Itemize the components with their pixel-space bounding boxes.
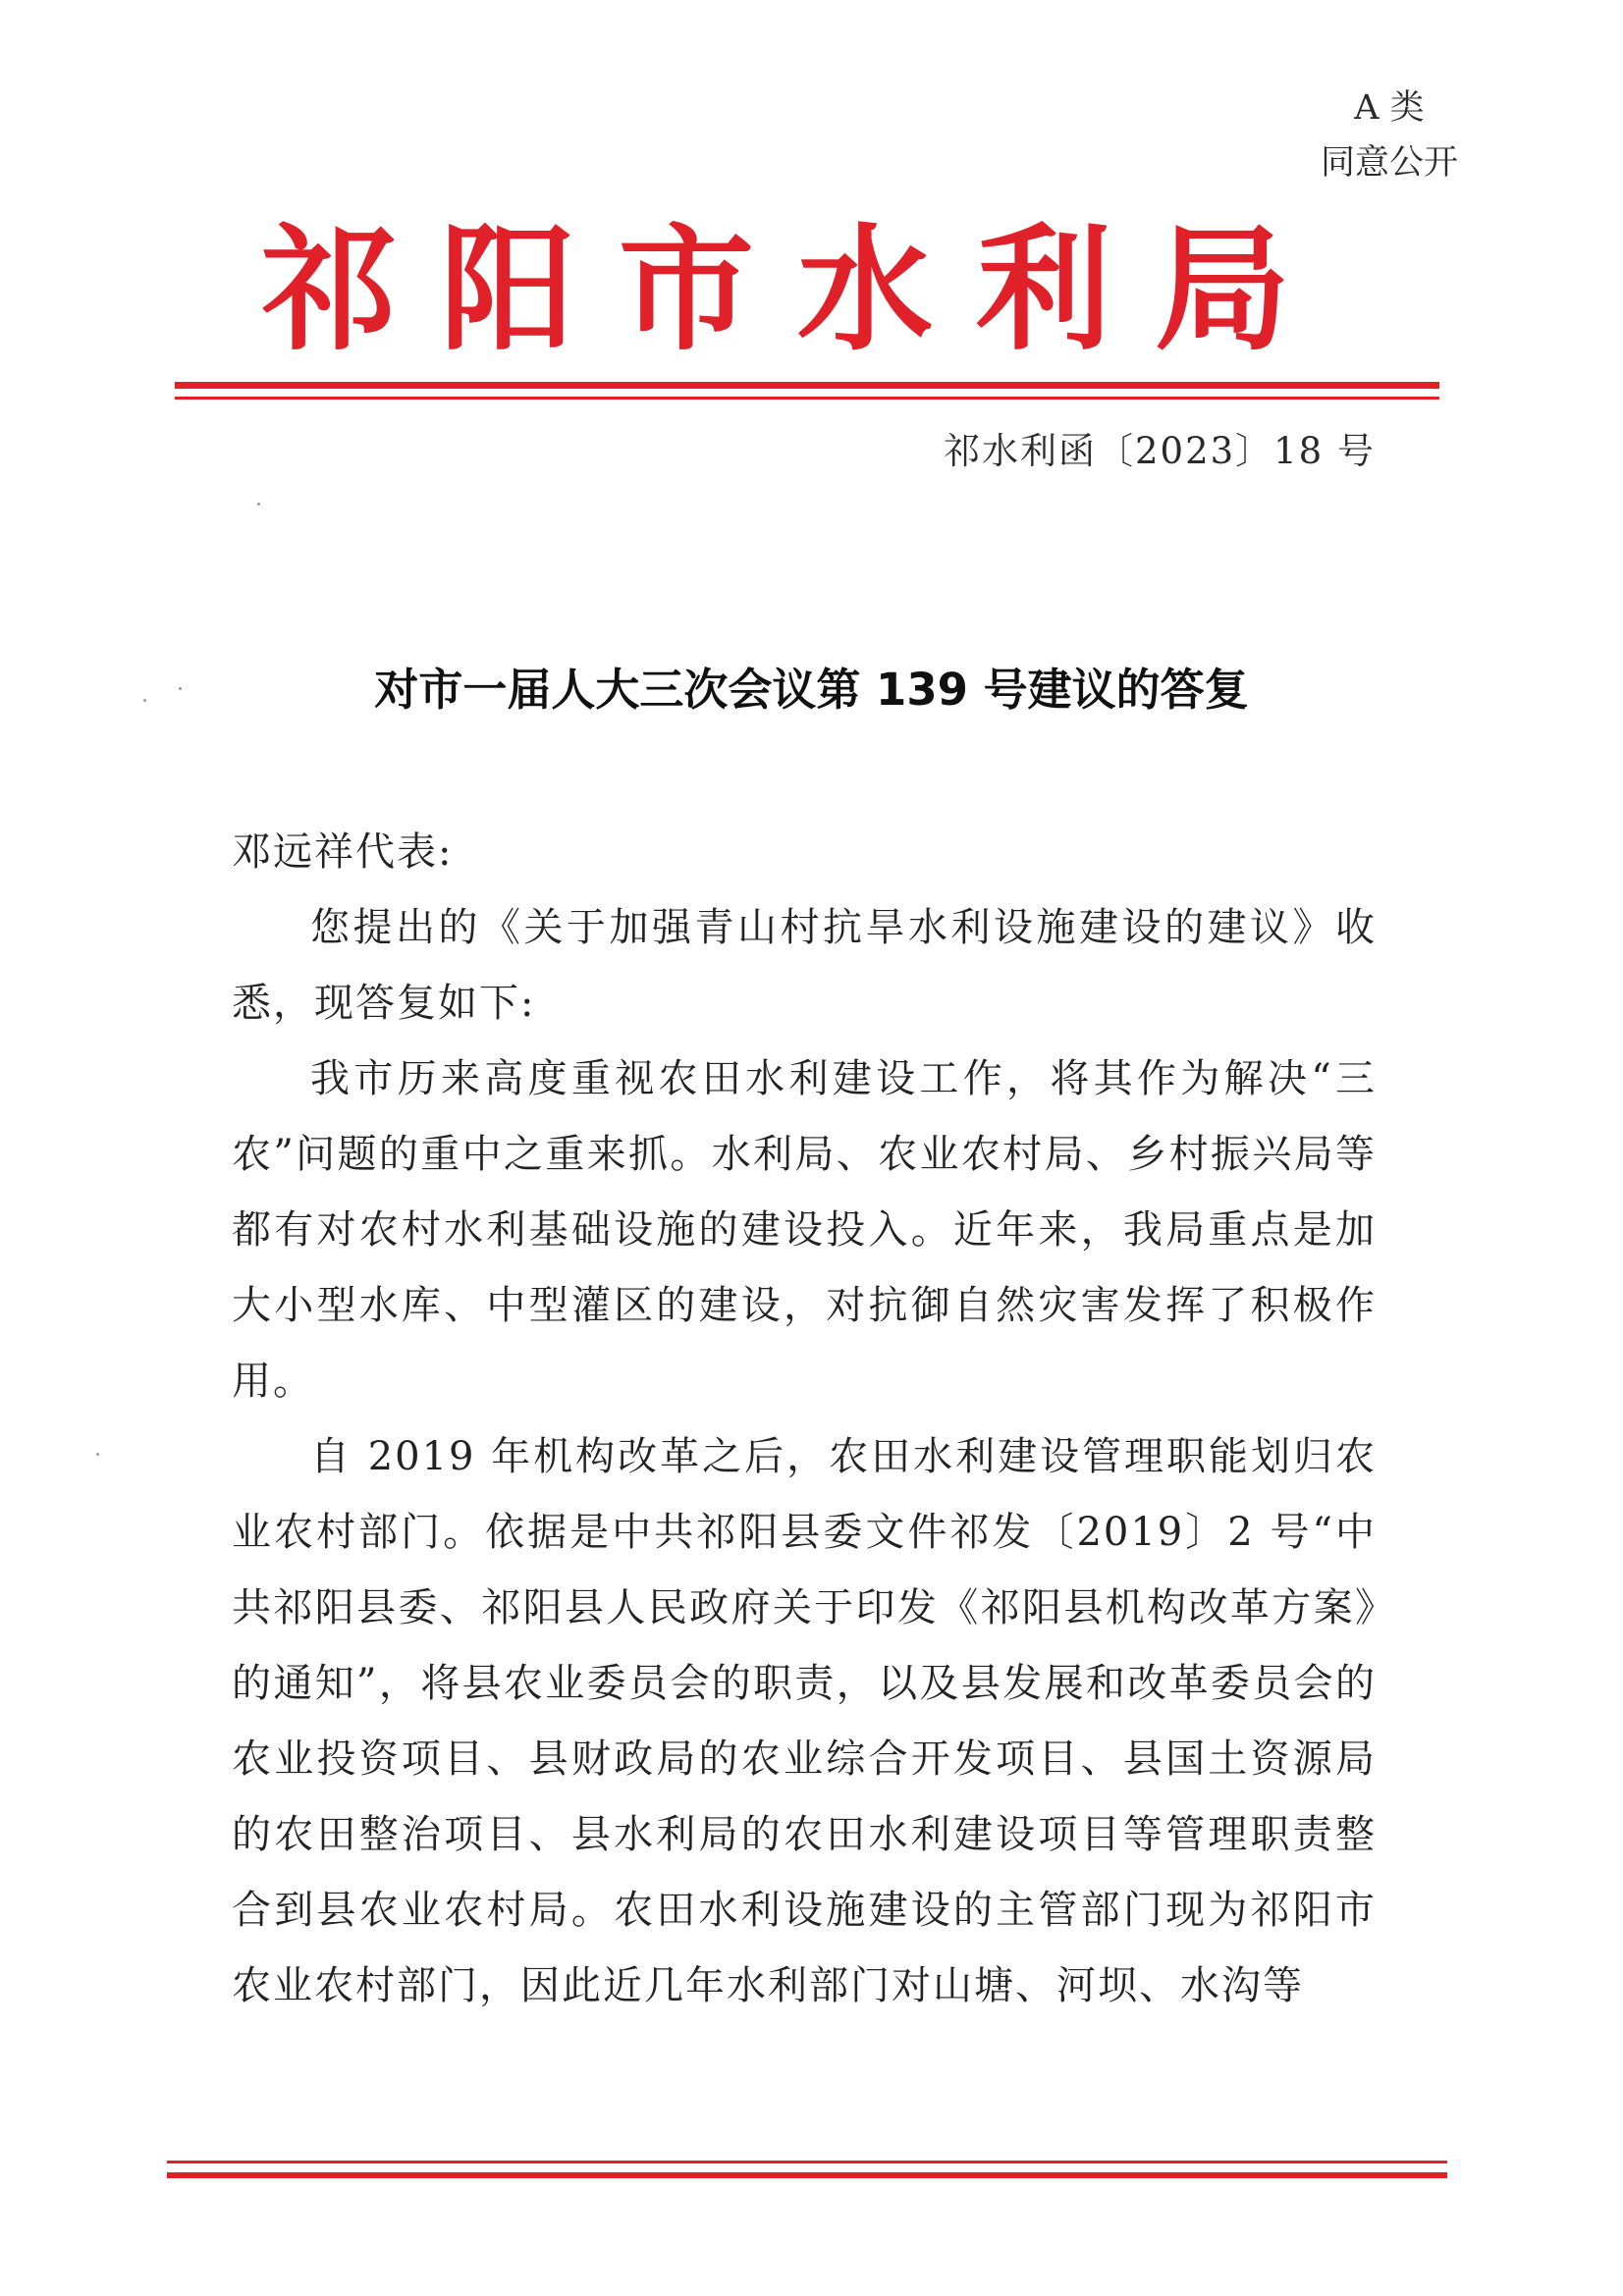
scan-speck — [179, 687, 182, 690]
body-paragraph: 我市历来高度重视农田水利建设工作，将其作为解决“三农”问题的重中之重来抓。水利局、农业农村局、乡村振兴局等都有对农村水利基础设施的建设投入。近年来，我局重点是加大小型水库、中型灌区的建设，对抗御自然灾害发挥了积极作用。 — [232, 1056, 1377, 1404]
footer-red-rule-thin — [167, 2161, 1447, 2163]
classification-category: A 类 — [1354, 88, 1425, 128]
salutation: 邓远祥代表: — [232, 829, 454, 875]
masthead-org-name: 祁阳市水利局 — [260, 209, 1333, 369]
masthead-red-rule-thin — [175, 397, 1439, 400]
classification-disclosure: 同意公开 — [1320, 143, 1458, 183]
classification-block — [1321, 80, 1458, 190]
scan-speck — [96, 1453, 99, 1456]
document-title: 对市一届人大三次会议第 139 号建议的答复 — [374, 664, 1249, 716]
scan-speck — [257, 503, 260, 506]
footer-red-rule-thick — [167, 2172, 1447, 2178]
masthead-red-rule-thick — [175, 382, 1439, 389]
body-paragraph: 您提出的《关于加强青山村抗旱水利设施建设的建议》收悉，现答复如下: — [232, 905, 1377, 1026]
document-number: 祁水利函〔2023〕18 号 — [943, 430, 1376, 472]
scan-speck — [143, 699, 146, 702]
document-body — [232, 815, 1377, 2024]
body-paragraph: 自 2019 年机构改革之后，农田水利建设管理职能划归农业农村部门。依据是中共祁阳县委文件祁发〔2019〕2 号“中共祁阳县委、祁阳县人民政府关于印发《祁阳县机构改革方案》的通知”，将县农业委员会的职责，以及县发展和改革委员会的农业投资项目、县财政局的农业综合开发项目、县国土资源局的农田整治项目、县水利局的农田水利建设项目等管理职责整合到县农业农村局。农田水利设施建设的主管部门现为祁阳市农业农村部门，因此近几年水利部门对山塘、河坝、水沟等 — [232, 1434, 1377, 2008]
